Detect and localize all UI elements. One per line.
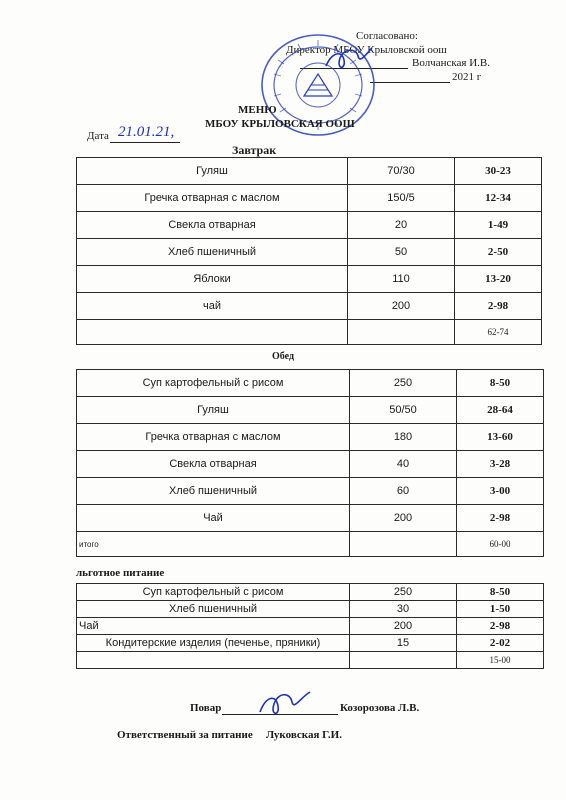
dish-price: 2-50 [455,239,542,266]
total-row [77,320,542,345]
dish-name: Суп картофельный с рисом [77,584,350,601]
dish-price: 13-20 [455,266,542,293]
dish-qty: 180 [350,424,457,451]
lunch-table [76,369,544,557]
table-row [77,212,542,239]
dish-price: 13-60 [457,424,544,451]
dish-price: 8-50 [457,584,544,601]
dish-name: Гречка отварная с маслом [77,185,348,212]
year-underline [370,82,450,83]
dish-price: 2-02 [457,635,544,652]
date-value: 21.01.21, [118,124,175,140]
dish-qty: 250 [350,584,457,601]
dish-qty: 200 [350,618,457,635]
benefit-title: льготное питание [76,567,165,579]
dish-qty: 60 [350,478,457,505]
dish-qty: 30 [350,601,457,618]
dish-qty: 70/30 [348,158,455,185]
table-row [77,635,544,652]
dish-qty: 40 [350,451,457,478]
table-row [77,158,542,185]
total-row [77,532,544,557]
title-line2: МБОУ КРЫЛОВСКАЯ ООШ [205,118,355,130]
table-row [77,451,544,478]
dish-price: 12-34 [455,185,542,212]
breakfast-title: Завтрак [232,143,277,157]
breakfast-total: 62-74 [455,320,542,345]
dish-qty: 20 [348,212,455,239]
table-row [77,185,542,212]
dish-name: Чай [77,505,350,532]
dish-name: Свекла отварная [77,451,350,478]
dish-price: 3-00 [457,478,544,505]
table-row [77,239,542,266]
title-line1: МЕНЮ [238,104,277,116]
breakfast-table [76,157,542,345]
cook-signature [256,688,314,720]
director-signature [322,44,376,74]
dish-name: Хлеб пшеничный [77,239,348,266]
director-name: Волчанская И.В. [412,57,491,69]
approved-label: Согласовано: [356,30,418,42]
dish-name: Гуляш [77,158,348,185]
date-label: Дата [87,130,109,142]
dish-name: чай [77,293,348,320]
dish-price: 1-49 [455,212,542,239]
dish-name: Хлеб пшеничный [77,478,350,505]
date-underline [110,142,180,143]
lunch-total: 60-00 [457,532,544,557]
resp-name: Луковская Г.И. [266,729,342,741]
dish-qty: 50/50 [350,397,457,424]
dish-name: Яблоки [77,266,348,293]
cook-name: Козорозова Л.В. [340,702,420,714]
dish-qty: 50 [348,239,455,266]
dish-qty: 150/5 [348,185,455,212]
table-row [77,478,544,505]
year-text: 2021 г [452,71,482,83]
dish-price: 28-64 [457,397,544,424]
dish-name: Гуляш [77,397,350,424]
dish-name: Чай [77,618,350,635]
director-line: Директор МБОУ Крыловской оош [286,44,447,56]
table-row [77,370,544,397]
dish-price: 2-98 [457,505,544,532]
dish-name: Хлеб пшеничный [77,601,350,618]
table-row [77,618,544,635]
dish-price: 2-98 [455,293,542,320]
table-row [77,293,542,320]
resp-label: Ответственный за питание [117,729,253,741]
table-row [77,584,544,601]
dish-qty: 200 [350,505,457,532]
dish-qty: 15 [350,635,457,652]
benefit-total: 15-00 [457,652,544,669]
total-label: итого [77,532,350,557]
cook-label: Повар [190,702,222,714]
dish-name: Суп картофельный с рисом [77,370,350,397]
total-row [77,652,544,669]
table-row [77,601,544,618]
lunch-title: Обед [272,351,295,362]
dish-price: 1-50 [457,601,544,618]
dish-price: 8-50 [457,370,544,397]
table-row [77,397,544,424]
benefit-table [76,583,544,669]
dish-price: 30-23 [455,158,542,185]
dish-qty: 250 [350,370,457,397]
table-row [77,424,544,451]
dish-price: 3-28 [457,451,544,478]
dish-qty: 200 [348,293,455,320]
dish-name: Свекла отварная [77,212,348,239]
dish-price: 2-98 [457,618,544,635]
dish-name: Кондитерские изделия (печенье, пряники) [77,635,350,652]
dish-qty: 110 [348,266,455,293]
dish-name: Гречка отварная с маслом [77,424,350,451]
table-row [77,266,542,293]
table-row [77,505,544,532]
